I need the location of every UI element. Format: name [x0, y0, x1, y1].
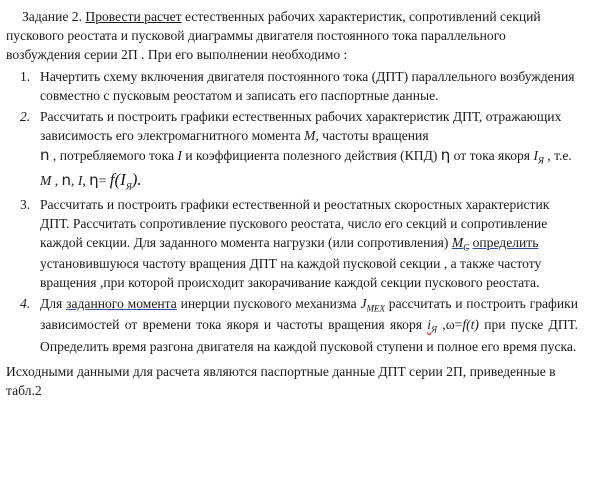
task-text: при пуске ДПТ. Определить время разгона двигателя на каждой пусковой ступени и полное его время пуска.: [40, 317, 578, 354]
inertia-symbol: $J_{МЕХ}$: [360, 295, 386, 314]
task-number: 2.: [20, 109, 31, 125]
function-expression: $f(I_Я)$.: [109, 169, 142, 191]
task-text: инерции пускового механизма: [176, 295, 361, 311]
current-symbol: I: [77, 172, 83, 188]
task-number: 4.: [20, 295, 31, 311]
speed-symbol: n: [61, 170, 72, 189]
task-text: , потребляемого тока: [49, 148, 178, 164]
armature-current-symbol: $i_Я$: [427, 317, 437, 335]
function-expression: f(t): [462, 317, 479, 333]
speed-symbol: n: [40, 146, 50, 165]
intro-text: естественных рабочих характеристик, сопротивлений секций пускового реостата и пусковой диаграммы двигателя постоянного тока параллельного возбуждения серии 2П . При его выполнении необходимо :: [6, 9, 541, 63]
torque-symbol: М: [40, 172, 52, 188]
efficiency-symbol: η: [440, 146, 451, 165]
underlined-word: определить: [472, 234, 539, 250]
underlined-phrase: заданного момента: [66, 295, 177, 311]
task-list: [6, 67, 578, 356]
current-symbol: I: [177, 148, 182, 164]
task-item-3: [6, 195, 578, 292]
task-text: Начертить схему включения двигателя постоянного тока (ДПТ) параллельного возбуждения совместно с пусковым реостатом и записать его паспортные данные.: [40, 69, 575, 104]
task-text: Рассчитать и построить графики естественных рабочих характеристик ДПТ, отражающих зависимость его электромагнитного момента: [40, 109, 562, 144]
task-item-2: 2. Рассчитать и построить графики естественных рабочих характеристик ДПТ, отражающих зависимость его электромагнитного момента М, частоты вращения n , потребляемого тока I и коэффициента полезного действия (КПД) η от тока якоря $I_Я$ , т.е. М , n, I, $\eta= f(I_Я)$.: [20, 109, 572, 191]
task-text: и коэффициента полезного действия (КПД): [181, 148, 441, 164]
task-text: Для: [40, 295, 67, 311]
efficiency-symbol: η: [89, 170, 99, 189]
task-text: от тока якоря: [450, 148, 534, 164]
task-heading: Задание 2.: [22, 9, 82, 24]
task-item-1: [6, 67, 578, 105]
task-number: 3.: [20, 196, 31, 212]
task-text: , частоты вращения: [315, 128, 429, 144]
armature-current-symbol: $I_Я$: [533, 148, 544, 166]
underlined-phrase: Провести расчет: [85, 9, 182, 24]
task-item-4: 4. Для заданного момента инерции пускового механизма $J_{МЕХ}$ рассчитать и построить графики зависимостей от времени тока якоря и частоты вращения якоря $i_Я$ ,ω=f(t) при пуске ДПТ. Определить время разгона двигателя на каждой пусковой ступени и полное его время пуска.: [20, 295, 578, 354]
task-number: 1.: [20, 69, 31, 85]
torque-symbol: М: [304, 128, 316, 144]
closing-paragraph: Исходными данными для расчета являются паспортные данные ДПТ серии 2П, приведенные в табл.2: [6, 363, 556, 398]
task-text: Рассчитать и построить графики естественной и реостатных скоростных характеристик ДПТ. Рассчитать сопротивление пускового реостата, число его секций и сопротивление каждой секции. Для заданного момента нагрузки (или сопротивления): [40, 196, 550, 250]
task-text: , т.е.: [543, 148, 572, 164]
task-text: установившуюся частоту вращения ДПТ на каждой пусковой секции , а также частоту вращения ,при которой происходит закорачивание каждой секции пускового реостата.: [40, 255, 542, 290]
task-text: рассчитать и построить графики зависимостей от времени тока якоря и частоты вращения якоря: [40, 295, 578, 333]
task-intro: [6, 7, 578, 64]
load-torque-symbol: $М_С$: [451, 234, 470, 253]
